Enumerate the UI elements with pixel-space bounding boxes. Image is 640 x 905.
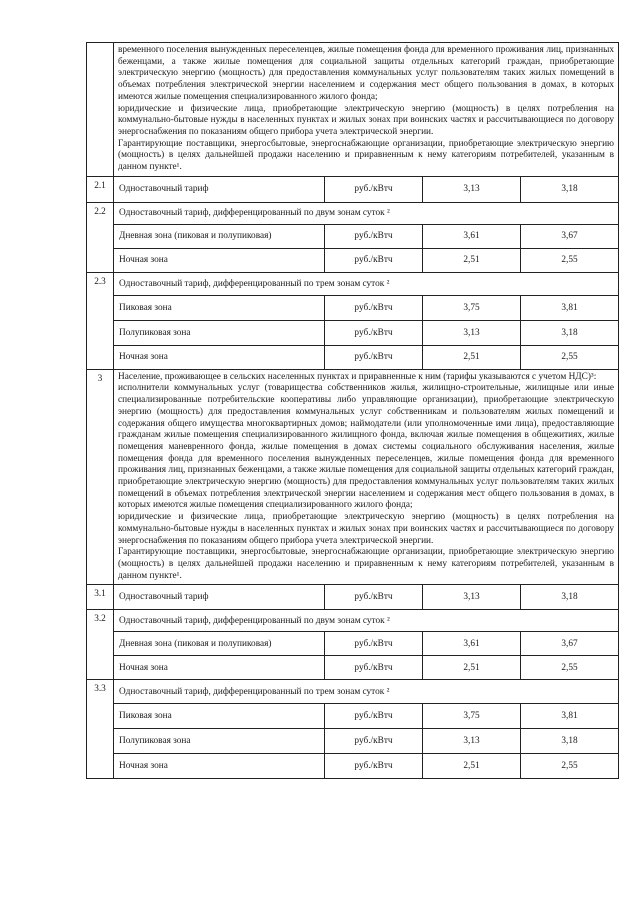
- tariff-heading: Одноставочный тариф, дифференцированный по трем зонам суток ²: [114, 680, 619, 704]
- tariff-row: [87, 295, 619, 320]
- tariff-value-h1: 3,13: [423, 585, 521, 610]
- tariff-value-h1: 2,51: [423, 656, 521, 680]
- description-paragraph: юридические и физические лица, приобретающие электрическую энергию (мощность) в целях потребления на коммунально-бытовые нужды в населенных пунктах и жилых зонах при воинских частях и рассчитывающиеся по договору энергоснабжения по показаниям общего прибора учета электрической энергии.: [118, 512, 614, 546]
- tariff-value-h2: 3,67: [521, 632, 619, 656]
- tariff-unit: руб./кВтч: [325, 176, 423, 202]
- tariff-row: [87, 729, 619, 754]
- tariff-unit: руб./кВтч: [325, 295, 423, 320]
- tariff-row: [87, 610, 619, 632]
- tariff-value-h1: 2,51: [423, 345, 521, 369]
- tariff-heading: Одноставочный тариф, дифференцированный по двум зонам суток ²: [114, 202, 619, 224]
- tariff-value-h1: 2,51: [423, 754, 521, 779]
- tariff-unit: руб./кВтч: [325, 632, 423, 656]
- description-paragraph: исполнители коммунальных услуг (товарищества собственников жилья, жилищно-строительные, жилищные или иные специализированные потребительские кооперативы либо управляющие организации), приобретающие электрическую энергию (мощность) для предоставления коммунальных услуг собственникам и пользователям жилых помещений и содержания общего имущества многоквартирных домов; наймодатели (или уполномоченные ими лица), предоставляющие гражданам жилые помещения специализированного жилищного фонда, включая жилые помещения в общежитиях, жилые помещения маневренного фонда, жилые помещения в домах системы социального обслуживания населения, жилые помещения фонда для временного поселения вынужденных переселенцев, жилые помещения фонда для временного проживания лиц, признанных беженцами, а также жилые помещения для социальной защиты отдельных категорий граждан, приобретающие электрическую энергию (мощность) для предоставления коммунальных услуг пользователям таких жилых помещений в объемах потребления электрической энергии населением и содержания мест общего пользования в домах, в которых имеются жилые помещения специализированного жилого фонда;: [118, 383, 614, 511]
- description-paragraph: Гарантирующие поставщики, энергосбытовые, энергоснабжающие организации, приобретающие электрическую энергию (мощность) в целях дальнейшей продажи населению и приравненным к нему категориям потребителей, указанным в данном пункте¹.: [118, 138, 614, 173]
- tariff-unit: руб./кВтч: [325, 224, 423, 248]
- tariff-unit: руб./кВтч: [325, 729, 423, 754]
- tariff-value-h1: 3,13: [423, 176, 521, 202]
- tariff-label: Ночная зона: [114, 754, 325, 779]
- tariff-value-h2: 3,18: [521, 729, 619, 754]
- tariff-value-h2: 3,81: [521, 295, 619, 320]
- tariff-label: Ночная зона: [114, 656, 325, 680]
- description-paragraph: Население, проживающее в сельских населенных пунктах и приравненные к ним (тарифы указываются с учетом НДС)³:: [118, 371, 597, 382]
- tariff-label: Дневная зона (пиковая и полупиковая): [114, 224, 325, 248]
- tariff-value-h2: 3,81: [521, 704, 619, 729]
- tariff-row: [87, 176, 619, 202]
- tariff-row: [87, 656, 619, 680]
- tariff-heading: Одноставочный тариф, дифференцированный по трем зонам суток ²: [114, 272, 619, 295]
- row-number: 3.1: [87, 585, 114, 610]
- tariff-row: [87, 248, 619, 272]
- tariff-label: Ночная зона: [114, 345, 325, 369]
- tariff-value-h2: 3,18: [521, 320, 619, 345]
- tariff-value-h1: 2,51: [423, 248, 521, 272]
- row-number: 3.2: [87, 610, 114, 680]
- tariff-value-h2: 3,18: [521, 176, 619, 202]
- description-paragraph: Гарантирующие поставщики, энергосбытовые, энергоснабжающие организации, приобретающие электрическую энергию (мощность) в целях дальнейшей продажи населению и приравненным к нему категориям потребителей, указанным в данном пункте¹.: [118, 547, 614, 581]
- tariff-label: Полупиковая зона: [114, 320, 325, 345]
- tariff-row: [87, 224, 619, 248]
- tariff-row: [87, 632, 619, 656]
- tariff-value-h1: 3,13: [423, 320, 521, 345]
- tariff-unit: руб./кВтч: [325, 656, 423, 680]
- tariff-value-h1: 3,61: [423, 632, 521, 656]
- tariff-label: Полупиковая зона: [114, 729, 325, 754]
- tariff-label: Одноставочный тариф: [114, 176, 325, 202]
- row-number: [87, 43, 114, 177]
- description-paragraph: юридические и физические лица, приобретающие электрическую энергию (мощность) в целях потребления на коммунально-бытовые нужды в населенных пунктах и жилых зонах при воинских частях и рассчитывающиеся по договору энергоснабжения по показаниям общего прибора учета электрической энергии.: [118, 103, 614, 137]
- tariff-row: [87, 345, 619, 369]
- category-description: [114, 43, 619, 177]
- tariff-row: [87, 202, 619, 224]
- tariff-value-h2: 2,55: [521, 345, 619, 369]
- tariff-unit: руб./кВтч: [325, 754, 423, 779]
- tariff-unit: руб./кВтч: [325, 704, 423, 729]
- tariff-value-h2: 2,55: [521, 248, 619, 272]
- row-number: 2.1: [87, 176, 114, 202]
- tariff-heading: Одноставочный тариф, дифференцированный по двум зонам суток ²: [114, 610, 619, 632]
- tariff-table: [86, 42, 619, 779]
- tariff-value-h1: 3,75: [423, 704, 521, 729]
- row-number: 3: [87, 369, 114, 585]
- tariff-unit: руб./кВтч: [325, 320, 423, 345]
- description-paragraph: временного поселения вынужденных переселенцев, жилые помещения фонда для временного проживания лиц, признанных беженцами, а также жилые помещения для социальной защиты отдельных категорий граждан, приобретающие электрическую энергию (мощность) для предоставления коммунальных услуг пользователям таких жилых помещений в объемах потребления электрической энергии населением и содержания мест общего пользования в домах, в которых имеются жилые помещения специализированного жилого фонда;: [118, 45, 614, 102]
- tariff-label: Пиковая зона: [114, 295, 325, 320]
- row-number: 2.3: [87, 272, 114, 369]
- category-description: [114, 369, 619, 585]
- tariff-row: [87, 704, 619, 729]
- row-number: 2.2: [87, 202, 114, 272]
- tariff-row: [87, 320, 619, 345]
- tariff-unit: руб./кВтч: [325, 345, 423, 369]
- tariff-label: Ночная зона: [114, 248, 325, 272]
- tariff-label: Одноставочный тариф: [114, 585, 325, 610]
- tariff-value-h1: 3,75: [423, 295, 521, 320]
- tariff-value-h1: 3,13: [423, 729, 521, 754]
- tariff-unit: руб./кВтч: [325, 248, 423, 272]
- tariff-label: Пиковая зона: [114, 704, 325, 729]
- tariff-row: [87, 754, 619, 779]
- row-number: 3.3: [87, 680, 114, 779]
- tariff-value-h2: 3,67: [521, 224, 619, 248]
- tariff-label: Дневная зона (пиковая и полупиковая): [114, 632, 325, 656]
- tariff-value-h2: 2,55: [521, 754, 619, 779]
- tariff-value-h2: 2,55: [521, 656, 619, 680]
- tariff-value-h2: 3,18: [521, 585, 619, 610]
- tariff-row: [87, 680, 619, 704]
- tariff-unit: руб./кВтч: [325, 585, 423, 610]
- tariff-value-h1: 3,61: [423, 224, 521, 248]
- tariff-row: [87, 272, 619, 295]
- tariff-row: [87, 585, 619, 610]
